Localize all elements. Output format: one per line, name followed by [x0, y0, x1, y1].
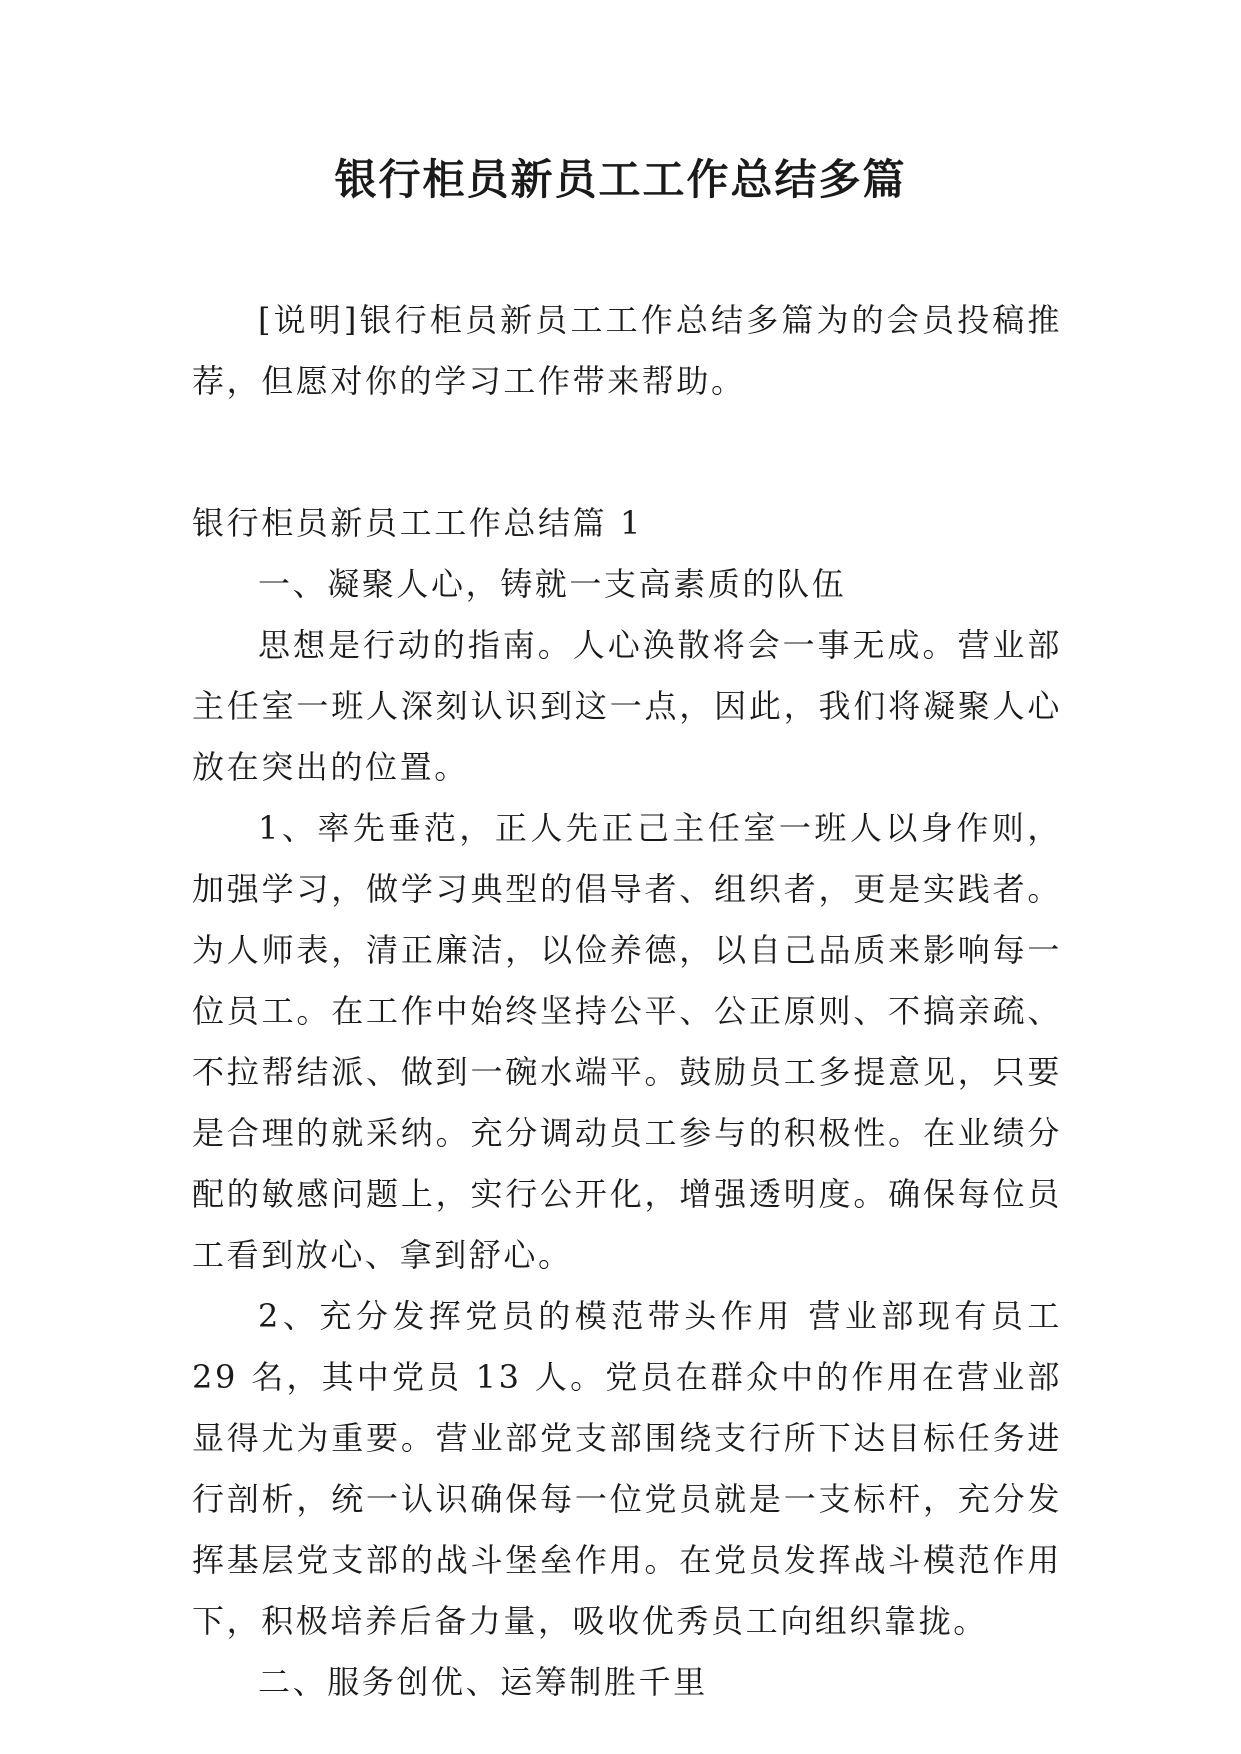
document-note: [说明]银行柜员新员工工作总结多篇为的会员投稿推荐，但愿对你的学习工作带来帮助。 — [192, 301, 1062, 400]
document-body — [192, 290, 1062, 1713]
body-paragraph: 1、率先垂范，正人先正己主任室一班人以身作则，加强学习，做学习典型的倡导者、组织者，更是实践者。为人师表，清正廉洁，以俭养德，以自己品质来影响每一位员工。在工作中始终坚持公平、公正原则、不搞亲疏、不拉帮结派、做到一碗水端平。鼓励员工多提意见，只要是合理的就采纳。充分调动员工参与的积极性。在业绩分配的敏感问题上，实行公开化，增强透明度。确保每位员工看到放心、拿到舒心。 — [192, 809, 1062, 1274]
body-paragraph: 思想是行动的指南。人心涣散将会一事无成。营业部主任室一班人深刻认识到这一点，因此，我们将凝聚人心放在突出的位置。 — [192, 626, 1062, 786]
body-paragraph: 2、充分发挥党员的模范带头作用 营业部现有员工 29 名，其中党员 13 人。党员在群众中的作用在营业部显得尤为重要。营业部党支部围绕支行所下达目标任务进行剖析，统一认识确保每一位党员就是一支标杆，充分发挥基层党支部的战斗堡垒作用。在党员发挥战斗模范作用下，积极培养后备力量，吸收优秀员工向组织靠拢。 — [192, 1297, 1062, 1640]
heading-paragraph: 二、服务创优、运筹制胜千里 — [258, 1663, 708, 1701]
section-title: 银行柜员新员工工作总结篇 1 — [192, 504, 643, 542]
document-title: 银行柜员新员工工作总结多篇 — [334, 155, 907, 204]
heading-paragraph: 一、凝聚人心，铸就一支高素质的队伍 — [258, 565, 847, 603]
